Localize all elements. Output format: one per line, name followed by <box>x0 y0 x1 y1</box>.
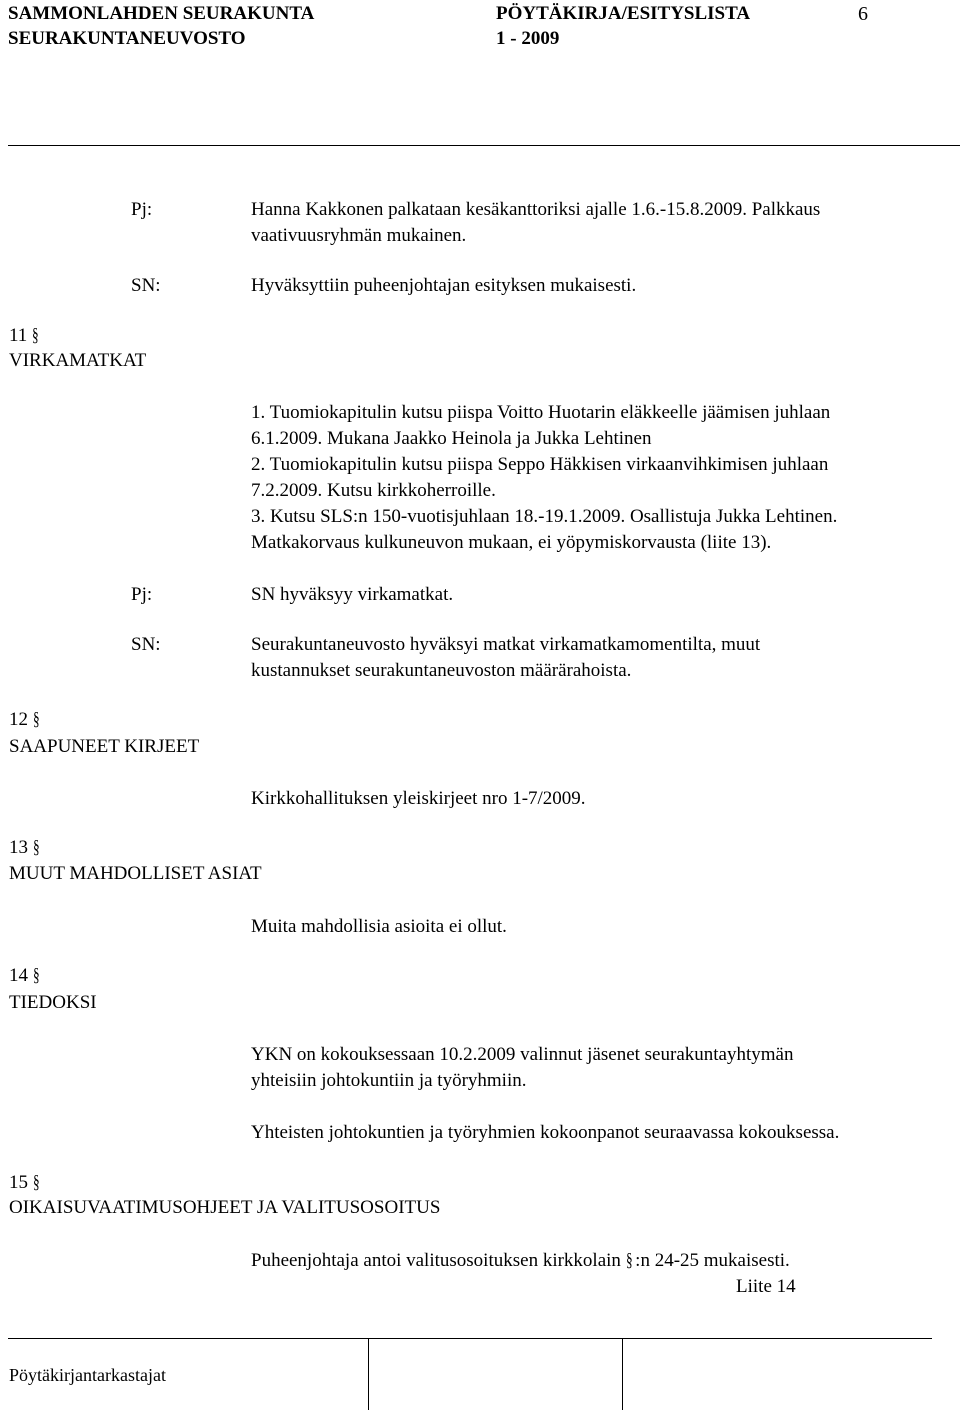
section-11-title: VIRKAMATKAT <box>9 350 147 371</box>
s11-sn-line-2: kustannukset seurakuntaneuvoston määrärahoista. <box>251 660 632 681</box>
section-13-number: 13 § <box>9 835 42 861</box>
s11-line-1: 1. Tuomiokapitulin kutsu piispa Voitto Huotarin eläkkeelle jäämisen juhlaan <box>251 402 831 423</box>
section-sign: § <box>32 709 40 730</box>
pj-text-line-1: Hanna Kakkonen palkataan kesäkanttoriksi ajalle 1.6.-15.8.2009. Palkkaus <box>251 199 821 220</box>
section-12-number: 12 § <box>9 707 42 733</box>
section-14-title: TIEDOKSI <box>9 992 97 1013</box>
header-doc-type: PÖYTÄKIRJA/ESITYSLISTA <box>496 3 751 24</box>
s11-sn-line-1: Seurakuntaneuvosto hyväksyi matkat virkamatkamomentilta, muut <box>251 634 761 655</box>
s15-text: Puheenjohtaja antoi valitusosoituksen kirkkolain § :n 24-25 mukaisesti. <box>251 1248 790 1274</box>
s14-line-2: yhteisiin johtokuntiin ja työryhmiin. <box>251 1070 527 1091</box>
sn-label: SN: <box>131 275 161 296</box>
section-sign: § <box>32 1172 40 1193</box>
s11-pj-label: Pj: <box>131 584 153 605</box>
s11-line-6: Matkakorvaus kulkuneuvon mukaan, ei yöpymiskorvausta (liite 13). <box>251 532 772 553</box>
section-15-title: OIKAISUVAATIMUSOHJEET JA VALITUSOSOITUS <box>9 1197 441 1218</box>
section-15-number: 15 § <box>9 1170 42 1196</box>
section-13-title: MUUT MAHDOLLISET ASIAT <box>9 863 262 884</box>
pj-text-line-2: vaativuusryhmän mukainen. <box>251 225 467 246</box>
section-11-number: 11 § <box>9 323 42 349</box>
header-rule <box>8 145 960 146</box>
s13-text: Muita mahdollisia asioita ei ollut. <box>251 916 507 937</box>
pj-label: Pj: <box>131 199 153 220</box>
section-sign: § <box>32 325 39 346</box>
section-12-title: SAAPUNEET KIRJEET <box>9 736 200 757</box>
section-sign: § <box>32 837 40 858</box>
footer-label: Pöytäkirjantarkastajat <box>9 1365 166 1385</box>
signature-divider-2 <box>622 1338 623 1410</box>
s11-line-4: 7.2.2009. Kutsu kirkkoherroille. <box>251 480 496 501</box>
header-org: SAMMONLAHDEN SEURAKUNTA <box>8 3 315 24</box>
sn-text: Hyväksyttiin puheenjohtajan esityksen mukaisesti. <box>251 275 637 296</box>
header-meeting: 1 - 2009 <box>496 28 560 49</box>
s11-line-3: 2. Tuomiokapitulin kutsu piispa Seppo Häkkisen virkaanvihkimisen juhlaan <box>251 454 829 475</box>
s11-line-2: 6.1.2009. Mukana Jaakko Heinola ja Jukka Lehtinen <box>251 428 652 449</box>
s11-line-5: 3. Kutsu SLS:n 150-vuotisjuhlaan 18.-19.1.2009. Osallistuja Jukka Lehtinen. <box>251 506 838 527</box>
s11-sn-label: SN: <box>131 634 161 655</box>
attachment-reference: Liite 14 <box>736 1276 796 1297</box>
s14-text-2: Yhteisten johtokuntien ja työryhmien kokoonpanot seuraavassa kokouksessa. <box>251 1122 840 1143</box>
header-body: SEURAKUNTANEUVOSTO <box>8 28 246 49</box>
page-number: 6 <box>858 3 868 25</box>
section-sign: § <box>625 1250 633 1271</box>
s12-text: Kirkkohallituksen yleiskirjeet nro 1-7/2009. <box>251 788 586 809</box>
signature-divider-1 <box>368 1338 369 1410</box>
s14-line-1: YKN on kokouksessaan 10.2.2009 valinnut jäsenet seurakuntayhtymän <box>251 1044 794 1065</box>
footer-rule <box>8 1338 932 1339</box>
s11-pj-text: SN hyväksyy virkamatkat. <box>251 584 454 605</box>
section-14-number: 14 § <box>9 963 42 989</box>
section-sign: § <box>32 965 40 986</box>
